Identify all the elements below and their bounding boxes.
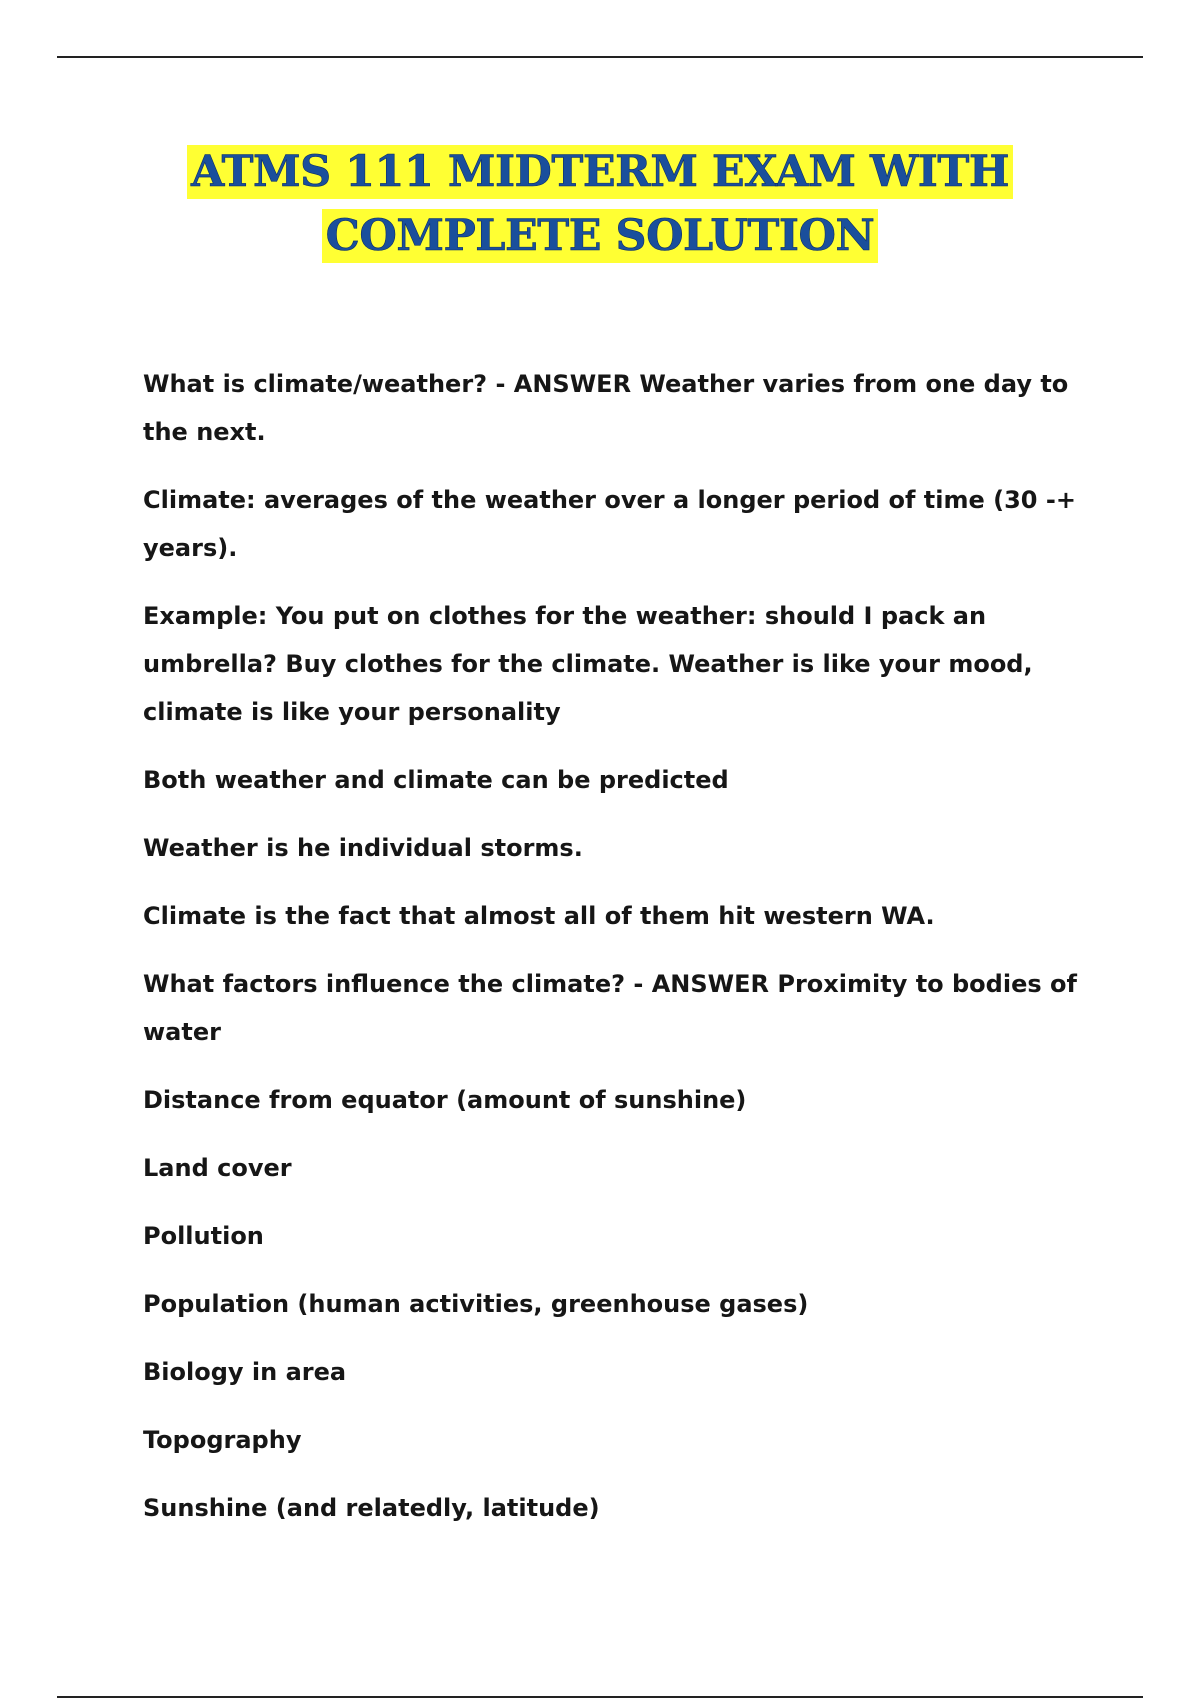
paragraph-example: Example: You put on clothes for the weather: should I pack an umbrella? Buy clothes for the climate. Weather is like your mood, climate is like your personality [143, 602, 1033, 726]
paragraph-population: Population (human activities, greenhouse gases) [143, 1290, 809, 1318]
paragraph-biology: Biology in area [143, 1358, 347, 1386]
title-line-2: COMPLETE SOLUTION [322, 209, 879, 263]
paragraph-land-cover: Land cover [143, 1154, 292, 1182]
paragraph-sunshine: Sunshine (and relatedly, latitude) [143, 1494, 600, 1522]
page-title [0, 140, 1200, 268]
paragraph-both-predicted: Both weather and climate can be predicted [143, 766, 729, 794]
paragraph-climate-weather-question: What is climate/weather? - ANSWER Weather varies from one day to the next. [143, 370, 1069, 446]
document-body [143, 360, 1088, 1552]
paragraph-distance-equator: Distance from equator (amount of sunshine) [143, 1086, 747, 1114]
paragraph-pollution: Pollution [143, 1222, 264, 1250]
paragraph-climate-definition: Climate: averages of the weather over a longer period of time (30 -+ years). [143, 486, 1076, 562]
paragraph-topography: Topography [143, 1426, 302, 1454]
header-rule [57, 56, 1143, 58]
paragraph-factors-question: What factors influence the climate? - ANSWER Proximity to bodies of water [143, 970, 1077, 1046]
paragraph-climate-western-wa: Climate is the fact that almost all of them hit western WA. [143, 902, 935, 930]
paragraph-weather-storms: Weather is he individual storms. [143, 834, 583, 862]
title-line-1: ATMS 111 MIDTERM EXAM WITH [187, 145, 1013, 199]
footer-rule [57, 1696, 1143, 1698]
